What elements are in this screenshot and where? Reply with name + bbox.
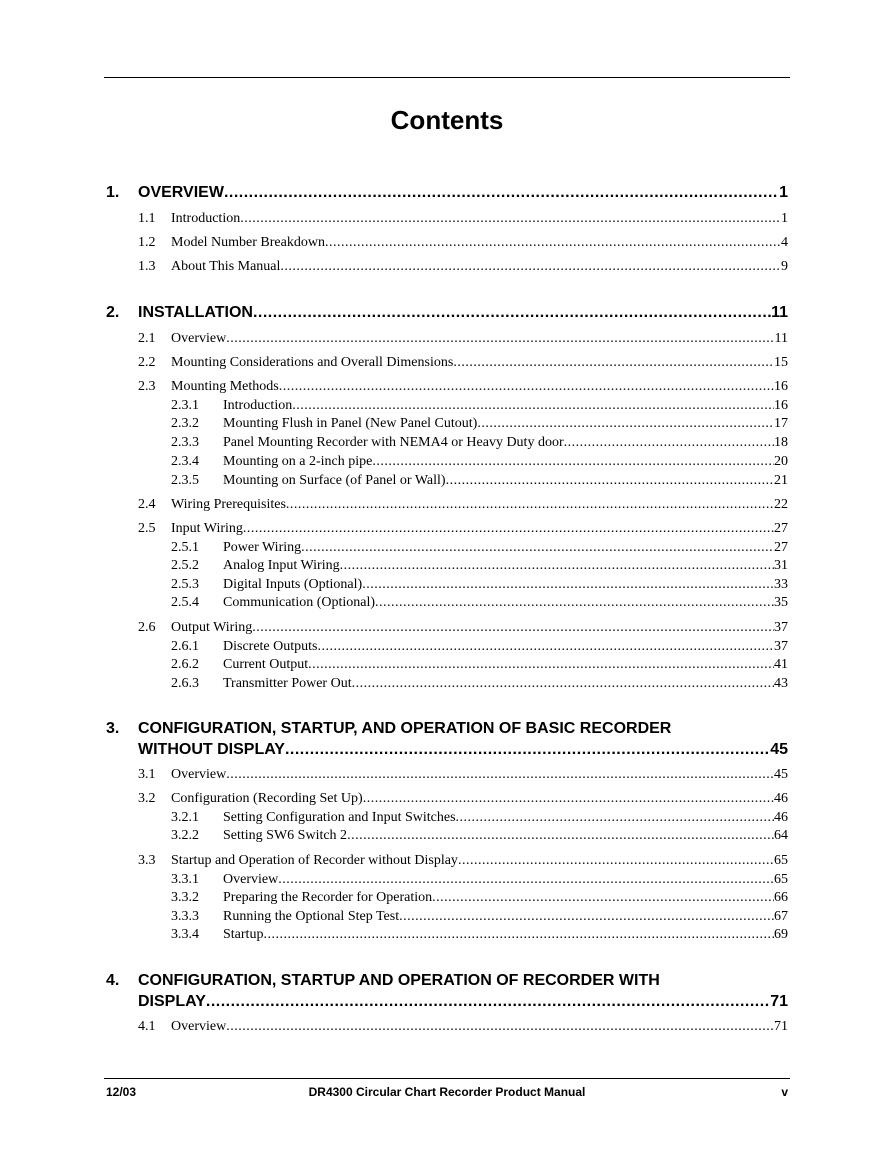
dot-leader: [240, 210, 781, 228]
dot-leader: [477, 415, 774, 433]
page-title: Contents: [390, 105, 504, 135]
subsection-label: Panel Mounting Recorder with NEMA4 or Heavy Duty door: [223, 435, 564, 450]
dot-leader: [292, 397, 774, 415]
subsection-number: 3.3.2: [171, 890, 199, 905]
toc-section-2-3[interactable]: [138, 378, 788, 396]
chapter-page: 71: [770, 993, 788, 1010]
toc-chapter-2[interactable]: [106, 302, 788, 324]
toc-subsection-3-3-3[interactable]: [171, 908, 788, 926]
subsection-label: Power Wiring: [223, 540, 302, 555]
chapter-number: 4.: [106, 972, 120, 989]
section-number: 2.1: [138, 331, 156, 346]
dot-leader: [226, 766, 774, 784]
footer-date: 12/03: [106, 1085, 137, 1099]
dot-leader: [263, 926, 774, 944]
toc-subsection-2-3-1[interactable]: [171, 397, 788, 415]
subsection-label: Preparing the Recorder for Operation: [223, 890, 433, 905]
toc-subsection-2-5-1[interactable]: [171, 539, 788, 557]
toc-section-3-2[interactable]: [138, 790, 788, 808]
dot-leader: [352, 675, 774, 693]
subsection-page: 18: [774, 435, 788, 450]
toc-section-2-4[interactable]: [138, 496, 788, 514]
subsection-number: 3.2.1: [171, 810, 199, 825]
section-page: 22: [774, 497, 788, 512]
section-label: Input Wiring: [171, 521, 243, 536]
subsection-label: Startup: [223, 927, 264, 942]
section-number: 2.5: [138, 521, 156, 536]
subsection-page: 64: [774, 828, 788, 843]
section-label: Startup and Operation of Recorder without Display: [171, 853, 458, 868]
dot-leader: [317, 638, 774, 656]
section-page: 16: [774, 379, 788, 394]
subsection-page: 16: [774, 398, 788, 413]
subsection-label: Setting SW6 Switch 2: [223, 828, 348, 843]
section-label: Output Wiring: [171, 620, 253, 635]
section-page: 27: [774, 521, 788, 536]
subsection-page: 33: [774, 577, 788, 592]
chapter-number: 1.: [106, 184, 120, 201]
toc-section-2-1[interactable]: [138, 330, 788, 348]
subsection-page: 66: [774, 890, 788, 905]
dot-leader: [252, 619, 774, 637]
subsection-label: Current Output: [223, 657, 309, 672]
subsection-page: 31: [774, 558, 788, 573]
dot-leader: [224, 182, 779, 204]
section-page: 71: [774, 1019, 788, 1034]
footer-rule: [104, 1078, 790, 1079]
chapter-label: DISPLAY: [138, 993, 206, 1010]
toc-chapter-1[interactable]: [106, 182, 788, 204]
section-number: 1.2: [138, 235, 156, 250]
subsection-page: 46: [774, 810, 788, 825]
subsection-label: Mounting on Surface (of Panel or Wall): [223, 473, 446, 488]
toc-subsection-3-2-1[interactable]: [171, 809, 788, 827]
toc-chapter-4[interactable]: [138, 991, 788, 1013]
subsection-label: Introduction: [223, 398, 293, 413]
section-page: 11: [774, 331, 788, 346]
section-label: Overview: [171, 1019, 227, 1034]
chapter-number: 2.: [106, 304, 120, 321]
dot-leader: [432, 889, 774, 907]
toc-section-3-3[interactable]: [138, 852, 788, 870]
toc-section-1-1[interactable]: [138, 210, 788, 228]
subsection-page: 21: [774, 473, 788, 488]
chapter-label-line1: CONFIGURATION, STARTUP AND OPERATION OF RECORDER WITH: [138, 972, 660, 989]
dot-leader: [206, 991, 770, 1013]
subsection-label: Analog Input Wiring: [223, 558, 340, 573]
subsection-number: 2.3.1: [171, 398, 199, 413]
toc-subsection-3-3-2[interactable]: [171, 889, 788, 907]
dot-leader: [399, 908, 774, 926]
dot-leader: [278, 871, 774, 889]
toc-subsection-2-6-3[interactable]: [171, 675, 788, 693]
subsection-number: 2.6.3: [171, 676, 199, 691]
dot-leader: [362, 576, 774, 594]
dot-leader: [280, 258, 781, 276]
chapter-label-line1: CONFIGURATION, STARTUP, AND OPERATION OF BASIC RECORDER: [138, 720, 672, 737]
toc-section-1-2[interactable]: [138, 234, 788, 252]
dot-leader: [286, 496, 774, 514]
section-page: 4: [781, 235, 788, 250]
dot-leader: [375, 594, 774, 612]
section-number: 1.1: [138, 211, 156, 226]
section-label: Model Number Breakdown: [171, 235, 325, 250]
dot-leader: [308, 656, 774, 674]
subsection-page: 37: [774, 639, 788, 654]
toc-chapter-3[interactable]: [138, 739, 788, 761]
section-number: 2.6: [138, 620, 156, 635]
subsection-page: 17: [774, 416, 788, 431]
toc-section-4-1[interactable]: [138, 1018, 788, 1036]
dot-leader: [279, 378, 774, 396]
subsection-page: 41: [774, 657, 788, 672]
footer-page-number: v: [781, 1085, 788, 1099]
section-number: 3.2: [138, 791, 156, 806]
section-label: Mounting Methods: [171, 379, 279, 394]
section-label: Wiring Prerequisites: [171, 497, 286, 512]
section-number: 1.3: [138, 259, 156, 274]
toc-subsection-2-3-5[interactable]: [171, 472, 788, 490]
section-label: Overview: [171, 767, 227, 782]
subsection-number: 2.5.4: [171, 595, 199, 610]
toc-subsection-2-6-2[interactable]: [171, 656, 788, 674]
subsection-number: 2.3.2: [171, 416, 199, 431]
subsection-label: Running the Optional Step Test: [223, 909, 400, 924]
chapter-page: 1: [779, 184, 788, 201]
subsection-number: 2.6.2: [171, 657, 199, 672]
subsection-page: 65: [774, 872, 788, 887]
subsection-label: Mounting Flush in Panel (New Panel Cutout): [223, 416, 478, 431]
subsection-number: 2.6.1: [171, 639, 199, 654]
section-page: 15: [774, 355, 788, 370]
section-label: Configuration (Recording Set Up): [171, 791, 363, 806]
chapter-label: WITHOUT DISPLAY: [138, 741, 285, 758]
subsection-label: Digital Inputs (Optional): [223, 577, 363, 592]
toc-subsection-2-5-4[interactable]: [171, 594, 788, 612]
toc-subsection-2-6-1[interactable]: [171, 638, 788, 656]
chapter-number: 3.: [106, 720, 120, 737]
dot-leader: [458, 852, 774, 870]
dot-leader: [243, 520, 774, 538]
section-page: 65: [774, 853, 788, 868]
footer-manual-title: DR4300 Circular Chart Recorder Product Manual: [308, 1085, 586, 1099]
chapter-label: INSTALLATION: [138, 304, 253, 321]
toc-section-2-5[interactable]: [138, 520, 788, 538]
subsection-number: 2.5.1: [171, 540, 199, 555]
toc-subsection-2-3-3[interactable]: [171, 434, 788, 452]
toc-section-1-3[interactable]: [138, 258, 788, 276]
subsection-label: Mounting on a 2-inch pipe: [223, 454, 373, 469]
dot-leader: [347, 827, 774, 845]
dot-leader: [301, 539, 774, 557]
subsection-label: Communication (Optional): [223, 595, 376, 610]
section-number: 2.4: [138, 497, 156, 512]
subsection-label: Setting Configuration and Input Switches: [223, 810, 456, 825]
dot-leader: [363, 790, 774, 808]
dot-leader: [340, 557, 774, 575]
subsection-number: 2.3.4: [171, 454, 199, 469]
subsection-page: 35: [774, 595, 788, 610]
toc-subsection-3-2-2[interactable]: [171, 827, 788, 845]
section-number: 2.3: [138, 379, 156, 394]
toc-subsection-2-3-4[interactable]: [171, 453, 788, 471]
subsection-page: 43: [774, 676, 788, 691]
subsection-number: 3.3.4: [171, 927, 199, 942]
toc-subsection-2-5-2[interactable]: [171, 557, 788, 575]
section-label: Mounting Considerations and Overall Dimensions: [171, 355, 454, 370]
toc-subsection-3-3-4[interactable]: [171, 926, 788, 944]
section-label: About This Manual: [171, 259, 281, 274]
header-rule: [104, 77, 790, 78]
chapter-page: 11: [771, 304, 788, 321]
subsection-number: 3.3.1: [171, 872, 199, 887]
subsection-page: 67: [774, 909, 788, 924]
page-footer: [104, 1083, 790, 1101]
dot-leader: [226, 1018, 774, 1036]
section-page: 1: [781, 211, 788, 226]
section-page: 46: [774, 791, 788, 806]
section-label: Introduction: [171, 211, 241, 226]
subsection-number: 2.5.3: [171, 577, 199, 592]
subsection-number: 2.3.5: [171, 473, 199, 488]
dot-leader: [453, 354, 774, 372]
section-page: 45: [774, 767, 788, 782]
dot-leader: [253, 302, 771, 324]
section-number: 4.1: [138, 1019, 156, 1034]
toc-subsection-2-5-3[interactable]: [171, 576, 788, 594]
subsection-label: Overview: [223, 872, 279, 887]
chapter-page: 45: [770, 741, 788, 758]
dot-leader: [564, 434, 774, 452]
subsection-page: 69: [774, 927, 788, 942]
subsection-page: 27: [774, 540, 788, 555]
dot-leader: [456, 809, 774, 827]
dot-leader: [446, 472, 774, 490]
dot-leader: [285, 739, 770, 761]
subsection-number: 3.2.2: [171, 828, 199, 843]
dot-leader: [226, 330, 774, 348]
subsection-number: 2.3.3: [171, 435, 199, 450]
subsection-label: Discrete Outputs: [223, 639, 318, 654]
toc-section-3-1[interactable]: [138, 766, 788, 784]
dot-leader: [372, 453, 774, 471]
section-label: Overview: [171, 331, 227, 346]
section-page: 37: [774, 620, 788, 635]
section-number: 3.3: [138, 853, 156, 868]
section-number: 2.2: [138, 355, 156, 370]
toc-section-2-2[interactable]: [138, 354, 788, 372]
chapter-label: OVERVIEW: [138, 184, 224, 201]
toc-section-2-6[interactable]: [138, 619, 788, 637]
subsection-number: 2.5.2: [171, 558, 199, 573]
subsection-page: 20: [774, 454, 788, 469]
section-number: 3.1: [138, 767, 156, 782]
toc-subsection-3-3-1[interactable]: [171, 871, 788, 889]
dot-leader: [325, 234, 781, 252]
section-page: 9: [781, 259, 788, 274]
toc-subsection-2-3-2[interactable]: [171, 415, 788, 433]
subsection-label: Transmitter Power Out: [223, 676, 352, 691]
subsection-number: 3.3.3: [171, 909, 199, 924]
